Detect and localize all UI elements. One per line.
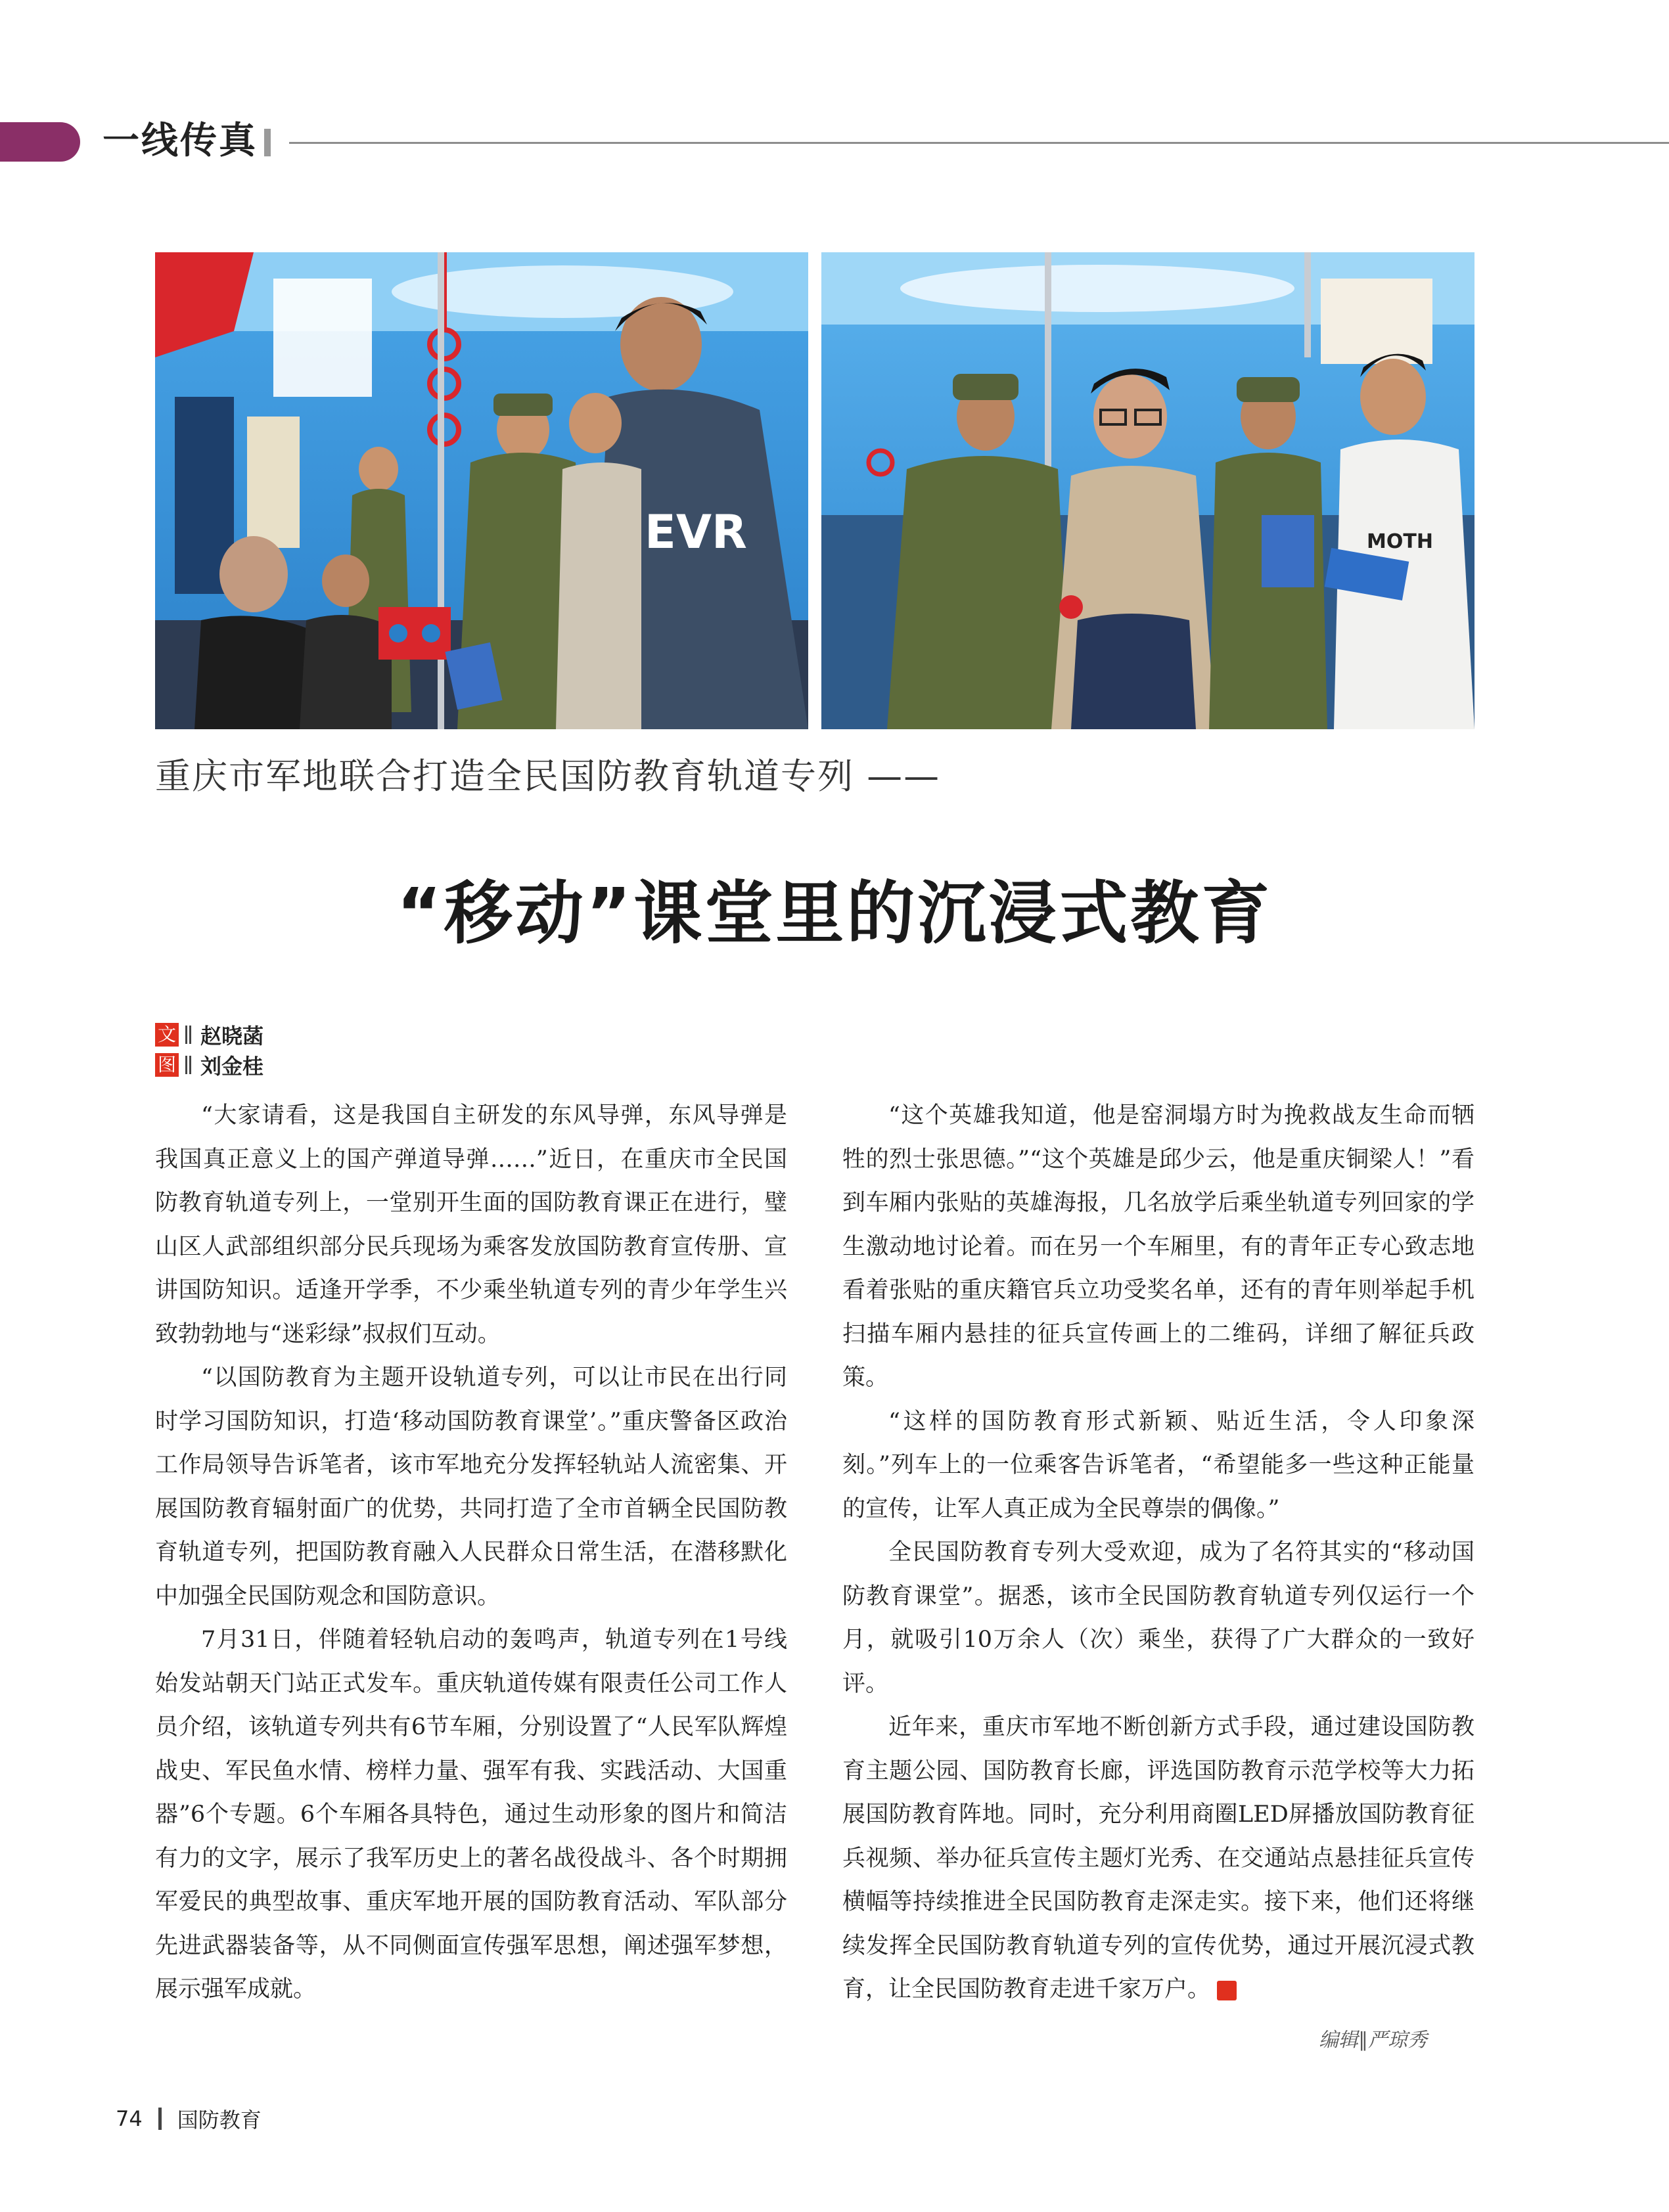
paragraph: “这个英雄我知道，他是窑洞塌方时为挽救战友生命而牺牲的烈士张思德。”“这个英雄是邱少云，他是重庆铜梁人！”看到车厢内张贴的英雄海报，几名放学后乘坐轨道专列回家的学生激动地讨论着。而在另一个车厢里，有的青年正专心致志地看着张贴的重庆籍官兵立功受奖名单，还有的青年则举起手机扫描车厢内悬挂的征兵宣传画上的二维码，详细了解征兵政策。 (842, 1102, 1475, 1391)
photo-soldiers-handing-brochures (821, 252, 1475, 729)
paragraph-text: 近年来，重庆市军地不断创新方式手段，通过建设国防教育主题公园、国防教育长廊，评选国防教育示范学校等大力拓展国防教育阵地。同时，充分利用商圈LED屏播放国防教育征兵视频、举办征兵宣传主题灯光秀、在交通站点悬挂征兵宣传横幅等持续推进全民国防教育走深走实。接下来，他们还将继续发挥全民国防教育轨道专列的宣传优势，通过开展沉浸式教育，让全民国防教育走进千家万户。 (842, 1714, 1475, 2002)
editor-credit: 编辑∥严琼秀 (1319, 2029, 1427, 2052)
magazine-name: 国防教育 (177, 2108, 262, 2133)
article-subtitle: 重庆市军地联合打造全民国防教育轨道专列 —— (155, 756, 941, 797)
paragraph: “这样的国防教育形式新颖、贴近生活，令人印象深刻。”列车上的一位乘客告诉笔者，“希望能多一些这种正能量的宣传，让军人真正成为全民尊崇的偶像。” (842, 1408, 1475, 1522)
svg-text:EVR: EVR (645, 505, 747, 559)
paragraph: 7月31日，伴随着轻轨启动的轰鸣声，轨道专列在1号线始发站朝天门站正式发车。重庆轨道传媒有限责任公司工作人员介绍，该轨道专列共有6节车厢，分别设置了“人民军队辉煌战史、军民鱼水情、榜样力量、强军有我、实践活动、大国重器”6个专题。6个车厢各具特色，通过生动形象的图片和简洁有力的文字，展示了我军历史上的著名战役战斗、各个时期拥军爱民的典型故事、重庆军地开展的国防教育活动、军队部分先进武器装备等，从不同侧面宣传强军思想，阐述强军梦想，展示强军成就。 (155, 1627, 787, 2002)
photo-left-illustration (155, 252, 808, 729)
paragraph: 全民国防教育专列大受欢迎，成为了名符其实的“移动国防教育课堂”。据悉，该市全民国防教育轨道专列仅运行一个月，就吸引10万余人（次）乘坐，获得了广大群众的一致好评。 (842, 1539, 1475, 1697)
page-footer (116, 2105, 262, 2133)
header-rule (289, 142, 1669, 144)
photo-tag: 图 (155, 1053, 179, 1077)
writer-tag: 文 (155, 1023, 179, 1047)
byline-separator (185, 1056, 191, 1074)
section-title-divider (264, 129, 271, 156)
paragraph: “大家请看，这是我国自主研发的东风导弹，东风导弹是我国真正意义上的国产弹道导弹……”近日，在重庆市全民国防教育轨道专列上，一堂别开生面的国防教育课正在进行，璧山区人武部组织部分民兵现场为乘客发放国防教育宣传册、宣讲国防知识。适逢开学季，不少乘坐轨道专列的青少年学生兴致勃勃地与“迷彩绿”叔叔们互动。 (155, 1102, 787, 1347)
byline-photographer (155, 1052, 263, 1078)
footer-divider (158, 2108, 162, 2130)
byline-separator (185, 1026, 191, 1044)
paragraph: “以国防教育为主题开设轨道专列，可以让市民在出行同时学习国防知识，打造‘移动国防教育课堂’。”重庆警备区政治工作局领导告诉笔者，该市军地充分发挥轻轨站人流密集、开展国防教育辐射面广的优势，共同打造了全市首辆全民国防教育轨道专列，把国防教育融入人民群众日常生活，在潜移默化中加强全民国防观念和国防意识。 (155, 1365, 787, 1610)
paragraph-last (842, 1705, 1475, 2012)
article-column-right (842, 1094, 1475, 2012)
byline-writer (155, 1022, 263, 1048)
section-title: 一线传真 (103, 120, 258, 162)
writer-name: 赵晓菡 (200, 1024, 264, 1049)
photographer-name: 刘金桂 (200, 1054, 264, 1079)
section-tab-decoration (0, 122, 80, 162)
end-mark-icon: G (1217, 1981, 1237, 2000)
article-title: “移动”课堂里的沉浸式教育 (396, 873, 1273, 953)
article-column-left (155, 1094, 787, 2012)
page-number: 74 (116, 2106, 143, 2131)
photo-soldiers-briefing-passengers (155, 252, 808, 729)
svg-text:MOTH: MOTH (1367, 530, 1433, 553)
photo-right-illustration (821, 252, 1475, 729)
